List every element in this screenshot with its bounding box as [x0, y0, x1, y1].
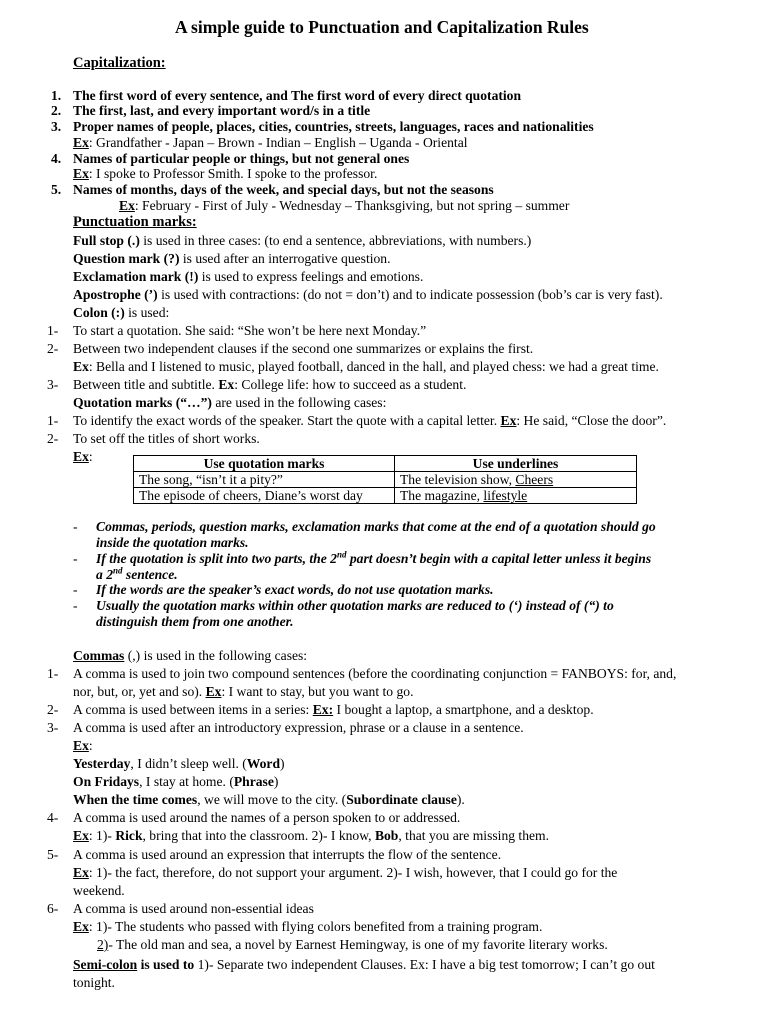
comma-item-6-ex-1: Ex: 1)- The students who passed with flying colors benefited from a training program.: [73, 919, 543, 934]
colon-item-1: To start a quotation. She said: “She won’t be here next Monday.”: [73, 323, 427, 338]
cap-item-2: The first, last, and every important word/s in a title: [73, 103, 371, 118]
comma-item-1-line-2: nor, but, or, yet and so). Ex: I want to stay, but you want to go.: [73, 684, 414, 699]
comma-item-2-num: 2-: [47, 702, 59, 717]
note-4-line-2: distinguish them from one another.: [96, 614, 294, 629]
colon-item-2-num: 2-: [47, 341, 59, 356]
note-2-line-1: If the quotation is split into two parts, the 2nd part doesn’t begin with a capital letter unless it begins: [96, 549, 652, 566]
colon-item-1-num: 1-: [47, 323, 59, 338]
comma-item-2: A comma is used between items in a series: Ex: I bought a laptop, a smartphone, and a desktop.: [73, 702, 594, 717]
comma-item-1-num: 1-: [47, 666, 59, 681]
capitalization-heading: Capitalization:: [73, 55, 166, 71]
table-ex-label: Ex:: [73, 449, 93, 464]
note-1-line-1: Commas, periods, question marks, exclamation marks that come at the end of a quotation should go: [96, 519, 656, 534]
quot-item-2: To set off the titles of short works.: [73, 431, 260, 446]
table-cell: The magazine, lifestyle: [395, 488, 637, 504]
note-bullet: -: [73, 519, 78, 534]
question-mark-rule: Question mark (?) is used after an interrogative question.: [73, 251, 391, 266]
colon-rule: Colon (:) is used:: [73, 305, 170, 320]
cap-item-3: Proper names of people, places, cities, countries, streets, languages, races and nationalities: [73, 119, 594, 134]
comma-item-6-ex-2: 2)- The old man and sea, a novel by Earnest Hemingway, is one of my favorite literary works.: [97, 937, 608, 952]
comma-item-4-ex: Ex: 1)- Rick, bring that into the classroom. 2)- I know, Bob, that you are missing them.: [73, 828, 550, 843]
cap-example-5: Ex: February - First of July - Wednesday – Thanksgiving, but not spring – summer: [119, 198, 570, 213]
comma-item-5-num: 5-: [47, 847, 59, 862]
cap-item-5-num: 5.: [51, 182, 62, 197]
apostrophe-rule: Apostrophe (’) is used with contractions: (do not = don’t) and to indicate possession (bob’s car is very fast).: [73, 287, 663, 302]
table-header: Use underlines: [395, 456, 637, 472]
example-word: Yesterday, I didn’t sleep well. (Word): [73, 756, 285, 771]
quot-item-1-num: 1-: [47, 413, 59, 428]
cap-item-1-num: 1.: [51, 88, 62, 103]
comma-item-1-line-1: A comma is used to join two compound sentences (before the coordinating conjunction = FANBOYS: for, and,: [73, 666, 677, 681]
quot-item-1: To identify the exact words of the speaker. Start the quote with a capital letter. Ex: He said, “Close the door”.: [73, 413, 667, 428]
note-bullet: -: [73, 582, 78, 597]
colon-example-2: Ex: Bella and I listened to music, played football, danced in the hall, and played chess: we had a great time.: [73, 359, 659, 374]
note-1-line-2: inside the quotation marks.: [96, 535, 249, 550]
example-clause: When the time comes, we will move to the city. (Subordinate clause).: [73, 792, 465, 807]
cap-item-1: The first word of every sentence, and The first word of every direct quotation: [73, 88, 522, 103]
note-2-line-2: a 2nd sentence.: [96, 565, 178, 582]
cap-item-5: Names of months, days of the week, and special days, but not the seasons: [73, 182, 494, 197]
comma-item-4-num: 4-: [47, 810, 59, 825]
page-title: A simple guide to Punctuation and Capitalization Rules: [175, 17, 589, 37]
comma-item-5: A comma is used around an expression that interrupts the flow of the sentence.: [73, 847, 502, 862]
example-phrase: On Fridays, I stay at home. (Phrase): [73, 774, 279, 789]
comma-item-6-num: 6-: [47, 901, 59, 916]
table-cell: The episode of cheers, Diane’s worst day: [134, 488, 395, 504]
table-header-row: [134, 456, 637, 472]
quotation-marks-rule: Quotation marks (“…”) are used in the following cases:: [73, 395, 387, 410]
quotation-underline-table: [133, 455, 637, 504]
semicolon-rule: Semi-colon is used to 1)- Separate two independent Clauses. Ex: I have a big test tomorrow; I can’t go out: [73, 957, 655, 972]
cap-item-2-num: 2.: [51, 103, 62, 118]
note-bullet: -: [73, 551, 78, 566]
cap-example-3: Ex: Grandfather - Japan – Brown - Indian – English – Uganda - Oriental: [73, 135, 468, 150]
quot-item-2-num: 2-: [47, 431, 59, 446]
cap-item-3-num: 3.: [51, 119, 62, 134]
cap-item-4: Names of particular people or things, but not general ones: [73, 151, 410, 166]
note-bullet: -: [73, 598, 78, 613]
table-row: [134, 472, 637, 488]
note-3: If the words are the speaker’s exact words, do not use quotation marks.: [96, 582, 494, 597]
comma-item-3-ex: Ex:: [73, 738, 93, 753]
table-header: Use quotation marks: [134, 456, 395, 472]
colon-item-3-num: 3-: [47, 377, 59, 392]
table-row: [134, 488, 637, 504]
table-cell: The television show, Cheers: [395, 472, 637, 488]
comma-item-3-num: 3-: [47, 720, 59, 735]
colon-item-2: Between two independent clauses if the second one summarizes or explains the first.: [73, 341, 534, 356]
exclamation-mark-rule: Exclamation mark (!) is used to express feelings and emotions.: [73, 269, 424, 284]
semicolon-rule-cont: tonight.: [73, 975, 115, 990]
table-cell: The song, “isn’t it a pity?”: [134, 472, 395, 488]
cap-example-4: Ex: I spoke to Professor Smith. I spoke to the professor.: [73, 166, 378, 181]
comma-item-5-ex-cont: weekend.: [73, 883, 125, 898]
commas-heading: Commas (,) is used in the following cases:: [73, 648, 308, 663]
comma-item-6: A comma is used around non-essential ideas: [73, 901, 314, 916]
full-stop-rule: Full stop (.) is used in three cases: (to end a sentence, abbreviations, with numbers.): [73, 233, 532, 248]
comma-item-5-ex: Ex: 1)- the fact, therefore, do not support your argument. 2)- I wish, however, that I could go for the: [73, 865, 618, 880]
cap-item-4-num: 4.: [51, 151, 62, 166]
note-4-line-1: Usually the quotation marks within other quotation marks are reduced to (‘) instead of (“) to: [96, 598, 614, 613]
comma-item-3: A comma is used after an introductory expression, phrase or a clause in a sentence.: [73, 720, 524, 735]
colon-item-3: Between title and subtitle. Ex: College life: how to succeed as a student.: [73, 377, 467, 392]
comma-item-4: A comma is used around the names of a person spoken to or addressed.: [73, 810, 461, 825]
punctuation-heading: Punctuation marks:: [73, 214, 197, 230]
